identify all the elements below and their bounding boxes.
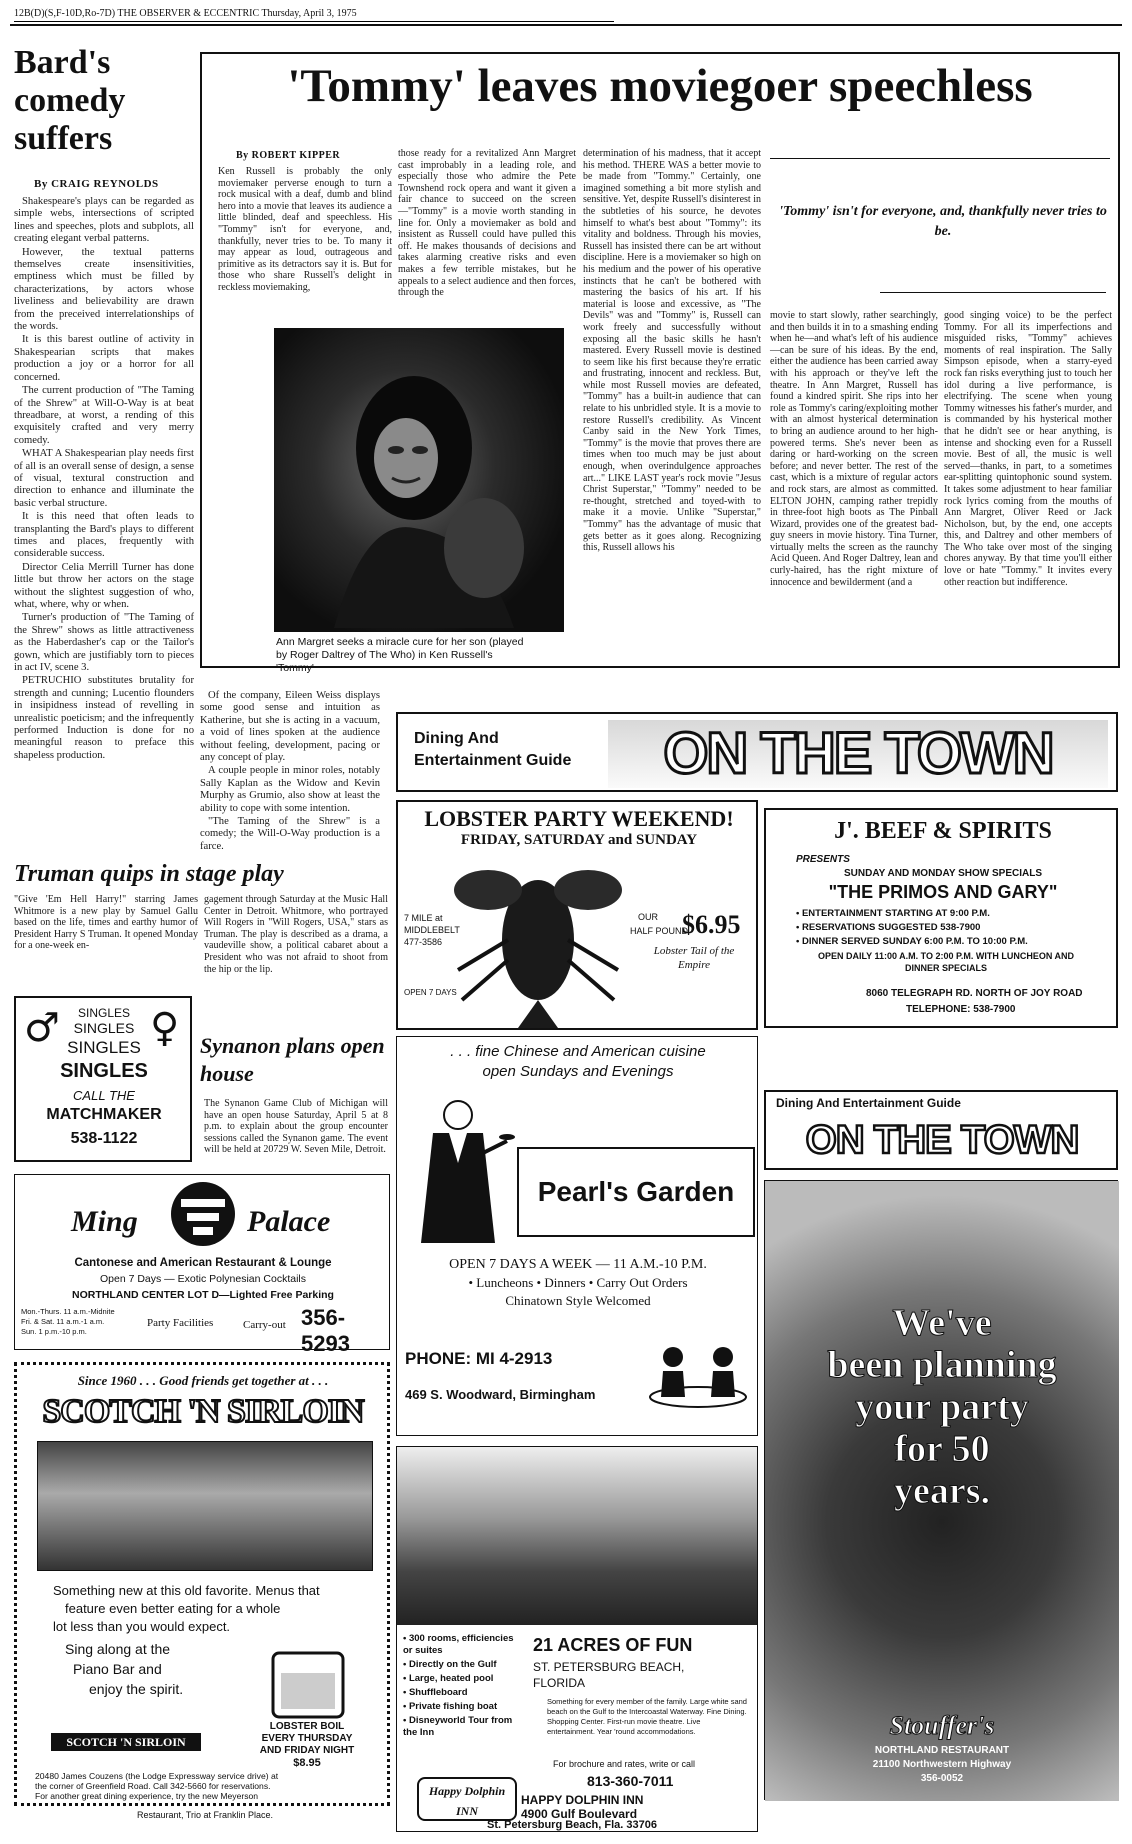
stouffers-logo: Stouffer's <box>889 1711 995 1740</box>
scotch-logo: SCOTCH 'N SIRLOIN <box>42 1393 364 1430</box>
tommy-column-5: good singing voice) to be the perfect Tommy. For all its imperfections and misguided risks, "Tommy" achieves moments of real inspiration. The Sally Simpson episode, when a starry-eyed rock fan risks everything just to touch her idol during a live performance, is electrifying. The scene when young Tommy witnesses his father's murder, and is commanded by his hysterical mother that he didn't see or hear anything, is intense and shocking even for a Russell movie. Best of all, the music is well served—thanks, in part, to a sometimes ear-splitting quintophonic sound system. It takes some adjustment to hear familiar rock lyrics coming from the mouths of Ann Margret, Oliver Reed or Jack Nicholson, but, by the end, one accepts this, and Daltrey and other members of The Who take over most of the singing chores anyway. By that time you'll either love or hate "Tommy." It invites every other reaction but indifference. <box>944 310 1112 588</box>
js-bullet: • RESERVATIONS SUGGESTED 538-7900 <box>796 922 981 933</box>
singles-line: SINGLES <box>67 1038 141 1057</box>
stouffers-ad <box>764 1180 1118 1800</box>
bard-paragraph: WHAT A Shakespearian play needs first of all is an overall sense of design, a sense of visual, textural construction and direction to enhance and illuminate the basic verbal structure. <box>14 448 194 509</box>
dolphin-city: ST. PETERSBURG BEACH, FLORIDA <box>533 1660 685 1690</box>
synanon-body: The Synanon Game Club of Michigan will have an open house Saturday, April 5 at 8 p.m. to explain about the group encounter sessions called the Synanon game. The event will be held at 20729 W. Seven Mile, Detroit. <box>204 1098 388 1156</box>
bard-paragraph: However, the textual patterns themselves create insensitivities, emptiness which must be filled by characterizations, by actors whose liveliness and believability are drawn from the preceived interrelationships of the words. <box>14 246 194 333</box>
dolphin-bullet: • Private fishing boat <box>403 1701 498 1712</box>
scotch-text: Piano Bar and <box>73 1661 162 1677</box>
happy-dolphin-ad <box>396 1446 758 1832</box>
dolphin-photo <box>397 1447 757 1625</box>
bard-paragraph: PETRUCHIO substitutes brutality for strength and cunning; Lucentio flounders in insipidness instead of revelling in unrealistic poeticism; and the infrequently performed Induction is done for no meaningful reason to preface this shapeless production. <box>14 675 194 761</box>
tommy-column-1: Ken Russell is probably the only moviemaker perverse enough to turn a rock musical with a deaf, dumb and blind hero into a movie that leaves its audience a little blinded, deaf and speechless. His "Tommy" isn't for everyone, and, thankfully, never tries to be. To many it may appear as loud, outrageous and primitive as its detractors say it is. But for those who share Russell's delight in reckless moviemaking, <box>218 166 392 293</box>
dolphin-headline: 21 ACRES OF FUN <box>533 1635 693 1655</box>
truman-headline: Truman quips in stage play <box>14 861 284 887</box>
female-symbol-icon: ♂ <box>24 1005 60 1051</box>
dolphin-brochure: For brochure and rates, write or call <box>553 1759 696 1769</box>
tommy-column-4: movie to start slowly, rather searchingly, and then builds it in to a smashing ending when he—and what's left of his audience—can be sure of his ideas. By the end, either the audience has been carried away with his approach or they've left the theatre. In Ann Margret, Russell has found a kindred spirit. She rips into her role as Tommy's caring/exploiting mother with an almost hysterical determination to bring an audience around to her high-powered terms. She's never been as daring or hard-working on the screen before; and never better. The rest of the cast, which is a mixture of regular actors and rock stars, are almost as committed. ELTON JOHN, camping rather trepidly in three-foot high boots as The Pinball Wizard, provides one of the greatest bad-guy sneers in movie history. Tina Turner, virtually melts the screen as the raunchy Acid Queen. And Roger Daltrey, lean and curly-haired, has the right mixture of innocence and bewilderment (and a <box>770 310 938 588</box>
pearl-name: Pearl's Garden <box>517 1147 755 1237</box>
js-phone: TELEPHONE: 538-7900 <box>906 1004 1016 1015</box>
scotch-since: Since 1960 . . . Good friends get together at . . . <box>77 1373 329 1388</box>
scotch-address: the corner of Greenfield Road. Call 342-5660 for reservations. <box>35 1781 271 1791</box>
scotch-text: enjoy the spirit. <box>89 1681 184 1697</box>
truman-column-2: gagement through Saturday at the Music Hall Center in Detroit. Whitmore, who portrayed Will Rogers in "Will Rogers, USA," stars as Truman. The play is described as a drama, a vaudeville show, a political cabaret about a President who was not afraid to shoot from the hip or the lip. <box>204 894 388 975</box>
synanon-headline: Synanon plans open house <box>200 1033 385 1086</box>
pearl-phone: PHONE: MI 4-2913 <box>405 1349 553 1368</box>
lobster-headline: LOBSTER PARTY WEEKEND! <box>424 806 734 831</box>
truman-column-1: "Give 'Em Hell Harry!" starring James Whitmore is a new play by Samuel Gallu based on the life, times and earthy humor of President Harry S Truman. It opened Monday for a one-week en- <box>14 894 198 952</box>
pullquote-rule-bottom <box>880 292 1106 293</box>
pearl-tagline-1: . . . fine Chinese and American cuisine <box>450 1043 706 1060</box>
lobster-half-pound: HALF POUND <box>630 926 689 936</box>
ming-line-1: Cantonese and American Restaurant & Lounge <box>74 1257 332 1269</box>
tommy-byline: By ROBERT KIPPER <box>236 150 341 161</box>
lobster-tagline: Lobster Tail of the Empire <box>653 945 735 971</box>
bard-byline: By CRAIG REYNOLDS <box>34 178 159 190</box>
on-the-town-ad <box>764 1090 1118 1170</box>
tommy-column-2: those ready for a revitalized Ann Margret cast improbably in a leading role, and especially those who admire the Pete Townshend rock opera and want it given a fair chance to succeed on the screen—"Tommy" is a movie worth standing in line for. Only a moviemaker as bold and insistent as Russell could have pulled this off. He makes thousands of decisions and takes alarming creative risks and even makes a few terrible mistakes, but he appeals to a select audience and then forces, through the <box>398 148 576 299</box>
js-bullet: • DINNER SERVED SUNDAY 6:00 P.M. TO 10:00 P.M. <box>796 936 1028 947</box>
dolphin-bullets <box>403 1633 523 1773</box>
ming-line-3: NORTHLAND CENTER LOT D—Lighted Free Parking <box>72 1289 334 1301</box>
dolphin-logo: Happy Dolphin INN <box>417 1777 517 1821</box>
dolphin-bullet: • 300 rooms, efficiencies or suites <box>403 1633 514 1656</box>
pearl-chinatown: Chinatown Style Welcomed <box>505 1293 651 1308</box>
singles-ad <box>14 996 192 1162</box>
on-the-town-logo: ON THE TOWN <box>608 720 1108 788</box>
stouffers-restaurant: NORTHLAND RESTAURANT <box>874 1745 1010 1756</box>
scotch-photo <box>37 1441 373 1571</box>
pullquote-rule-top <box>770 158 1110 159</box>
dolphin-bullet: • Directly on the Gulf <box>403 1659 497 1670</box>
scotch-address-footer: Restaurant, Trio at Franklin Place. <box>136 1810 274 1820</box>
ming-phone: 356-5293 <box>301 1305 350 1356</box>
dolphin-bullet: • Large, heated pool <box>403 1673 494 1684</box>
pullquote: 'Tommy' isn't for everyone, and, thankfully never tries to be. <box>779 204 1107 239</box>
bard-paragraph: Shakespeare's plays can be regarded as simple webs, intersections of scripted lines and speeches, plots and subplots, all creating elegant verbal patterns. <box>14 196 194 245</box>
js-title: J'. BEEF & SPIRITS <box>834 818 1052 844</box>
tommy-headline: 'Tommy' leaves moviegoer speechless <box>287 60 1033 112</box>
bard-paragraph: Of the company, Eileen Weiss displays some good sense and intuition as Katherine, but she is acting in a vacuum, a void of lines spoken at the audience without feeling, development, pacing or any concept of play. <box>200 690 380 764</box>
stouffers-headline-2: been planning <box>827 1344 1057 1386</box>
lobster-location: 7 MILE at MIDDLEBELT 477-3586 <box>404 913 460 947</box>
on-the-town-logo-small: ON THE TOWN <box>805 1118 1079 1162</box>
pearl-address: 469 S. Woodward, Birmingham <box>405 1387 596 1402</box>
scotch-small-logo: SCOTCH 'N SIRLOIN <box>51 1733 201 1751</box>
scotch-text: lot less than you would expect. <box>53 1619 231 1634</box>
dolphin-bullet: • Disneyworld Tour from the Inn <box>403 1715 513 1738</box>
singles-line: SINGLES <box>60 1060 148 1082</box>
bard-paragraph: The current production of "The Taming of the Shrew" at Will-O-Way is at beat threadbare, at worst, a rending of this exquisitely crafted and very merry comedy. <box>14 385 194 446</box>
cocktail-glass-icon <box>263 1643 353 1723</box>
dining-guide-label: Dining And Entertainment Guide <box>414 730 572 769</box>
tommy-caption: Ann Margret seeks a miracle cure for her son (played by Roger Daltrey of The Who) in Ken Russell's 'Tommy' <box>276 636 524 674</box>
js-act: "THE PRIMOS AND GARY" <box>828 882 1058 902</box>
pearl-services: • Luncheons • Dinners • Carry Out Orders <box>468 1275 688 1290</box>
pearls-garden-ad <box>396 1036 758 1436</box>
lobster-open: OPEN 7 DAYS <box>404 988 457 997</box>
lobster-our: OUR <box>638 912 658 922</box>
bard-paragraph: Director Celia Merrill Turner has done little but throw her actors on the stage without the slightest suggestion of who, what, where, why or when. <box>14 561 194 610</box>
stouffers-address: 21100 Northwestern Highway <box>872 1759 1012 1770</box>
scotch-text: Sing along at the <box>65 1641 171 1657</box>
stouffers-headline-1: We've <box>892 1302 992 1344</box>
ming-party: Party Facilities <box>147 1317 214 1329</box>
pagoda-logo-icon <box>163 1179 243 1249</box>
tommy-photo-figure <box>274 328 564 632</box>
bard-paragraph: A couple people in minor roles, notably Sally Kaplan as the Widow and Kevin Murphy as Grumio, also show at least the ability to cope with some intention. <box>200 765 380 814</box>
ming-line-2: Open 7 Days — Exotic Polynesian Cocktails <box>99 1273 306 1285</box>
dining-banner <box>396 712 1118 792</box>
bard-column-2 <box>200 690 380 858</box>
scotch-address: 20480 James Couzens (the Lodge Expressway service drive) at <box>35 1771 279 1781</box>
stouffers-phone: 356-0052 <box>920 1773 964 1784</box>
js-presents: PRESENTS <box>796 854 850 865</box>
singles-call: CALL THE <box>73 1088 135 1103</box>
pearl-hours: OPEN 7 DAYS A WEEK — 11 A.M.-10 P.M. <box>449 1257 707 1272</box>
bard-column-1 <box>14 196 194 806</box>
dolphin-bullet: • Shuffleboard <box>403 1687 468 1698</box>
scotch-text: Something new at this old favorite. Menus that <box>53 1583 320 1598</box>
js-hours: OPEN DAILY 11:00 A.M. TO 2:00 P.M. WITH LUNCHEON AND DINNER SPECIALS <box>817 951 1075 973</box>
scotch-boil: EVERY THURSDAY <box>261 1733 353 1744</box>
stouffers-headline-4: for 50 <box>894 1428 990 1470</box>
tommy-photo <box>274 328 564 632</box>
lobster-price: $6.95 <box>682 910 741 939</box>
dolphin-city-zip: St. Petersburg Beach, Fla. 33706 <box>487 1819 657 1831</box>
dolphin-phone: 813-360-7011 <box>587 1773 674 1789</box>
male-symbol-icon: ♀ <box>150 1005 180 1051</box>
waiter-illustration <box>403 1093 513 1253</box>
js-address: 8060 TELEGRAPH RD. NORTH OF JOY ROAD <box>866 988 1083 999</box>
ming-name-1: Ming <box>71 1205 138 1238</box>
stouffers-headline-5: years. <box>893 1470 991 1512</box>
singles-line: SINGLES <box>73 1020 135 1036</box>
lobster-illustration <box>438 850 638 1030</box>
bard-paragraph: It is this need that often leads to transplanting the Bard's plays to different times and places, frequently with considerable success. <box>14 511 194 560</box>
lobster-days: FRIDAY, SATURDAY and SUNDAY <box>460 832 698 848</box>
pearl-tagline-2: open Sundays and Evenings <box>482 1063 674 1080</box>
ming-hours: Mon.-Thurs. 11 a.m.-Midnite <box>21 1307 115 1316</box>
bard-paragraph: It is this barest outline of activity in Shakespearian scripts that makes production a joy or a horror for all concerned. <box>14 334 194 383</box>
js-beef-ad <box>764 808 1118 1028</box>
stouffers-headline-3: your party <box>855 1386 1029 1428</box>
on-the-town-guide: Dining And Entertainment Guide <box>776 1096 961 1110</box>
bard-headline: Bard's comedy suffers <box>14 44 126 157</box>
scotch-boil: AND FRIDAY NIGHT <box>259 1745 355 1756</box>
ming-carryout: Carry-out <box>243 1319 286 1331</box>
scotch-address: For another great dining experience, try the new Meyerson <box>35 1791 259 1801</box>
scotch-boil-price: $8.95 <box>293 1757 321 1769</box>
dolphin-name: HAPPY DOLPHIN INN <box>521 1793 644 1807</box>
scotch-text: feature even better eating for a whole <box>65 1601 281 1616</box>
singles-line: SINGLES <box>77 1006 131 1020</box>
scotch-boil: LOBSTER BOIL <box>269 1721 345 1732</box>
ming-name-2: Palace <box>247 1205 331 1238</box>
folio: 12B(D)(S,F-10D,Ro-7D) THE OBSERVER & ECCENTRIC Thursday, April 3, 1975 <box>14 8 614 22</box>
singles-matchmaker: MATCHMAKER <box>46 1106 162 1123</box>
singles-phone: 538-1122 <box>70 1130 138 1147</box>
lobster-ad <box>396 800 758 1030</box>
dolphin-address: 4900 Gulf Boulevard <box>521 1807 638 1821</box>
ming-palace-ad <box>14 1174 390 1356</box>
dolphin-body: Something for every member of the family. Large white sand beach on the Gulf to the Intercoastal Waterway. Fine Dining. Shopping Center. First-run movie theatre. Live entertainment. Year 'round accommodations. <box>547 1697 747 1736</box>
scotch-sirloin-ad <box>14 1362 390 1806</box>
ming-hours: Sun. 1 p.m.-10 p.m. <box>21 1327 87 1336</box>
tommy-column-3: determination of his madness, that it accept his method. THERE WAS a better movie to be made from "Tommy." Certainly, one imagined something a bit more stylish and sensitive. Yet, despite Russell's disinterest in the subtleties of his source, he devotes himself to what's best about "Tommy": its vitality and boldness. Through his movies, Russell has insisted there can be art without discipline. Here is a moviemaker so high on his medium and the power of his operative instincts that he can't be bothered with mastering the basics of his art. If his material is loose and excessive, as "The Devils" was and "Tommy" is, Russell can work freely and successfully without exposing all the basic skills he hasn't mastered. Every Russell movie is destined to seem like his first because they're erratic and frustrating, innocent and reckless. But, while most Russell movies are defeated, "Tommy" has a built-in audience that can relate to his unbridled style. It is a movie to restore Russell's credibility. As Vincent Canby said in the New York Times, "Tommy" is the movie that proves there are times when too much may be just about enough, when overindulgence approaches art..." LIKE LAST year's rock movie "Jesus Christ Superstar," "Tommy" needed to be re-thought, stretched and toyed-with to make it a movie. Unlike "Superstar," "Tommy" has the advantage of music that gets better as it goes along. Recognizing this, Russell allows his <box>583 148 761 554</box>
ming-hours: Fri. & Sat. 11 a.m.-1 a.m. <box>21 1317 105 1326</box>
bard-paragraph: "The Taming of the Shrew" is a comedy; the Will-O-Way production is a farce. <box>200 816 380 852</box>
top-rule <box>10 24 1122 26</box>
diners-illustration <box>643 1317 753 1437</box>
js-bullet: • ENTERTAINMENT STARTING AT 9:00 P.M. <box>796 908 990 919</box>
bard-paragraph: Turner's production of "The Taming of the Shrew" shows as little attractiveness as the Haberdasher's cap or the Tailor's gown, which are justifiably torn to pieces in act IV, scene 3. <box>14 612 194 674</box>
js-specials: SUNDAY AND MONDAY SHOW SPECIALS <box>844 868 1042 879</box>
